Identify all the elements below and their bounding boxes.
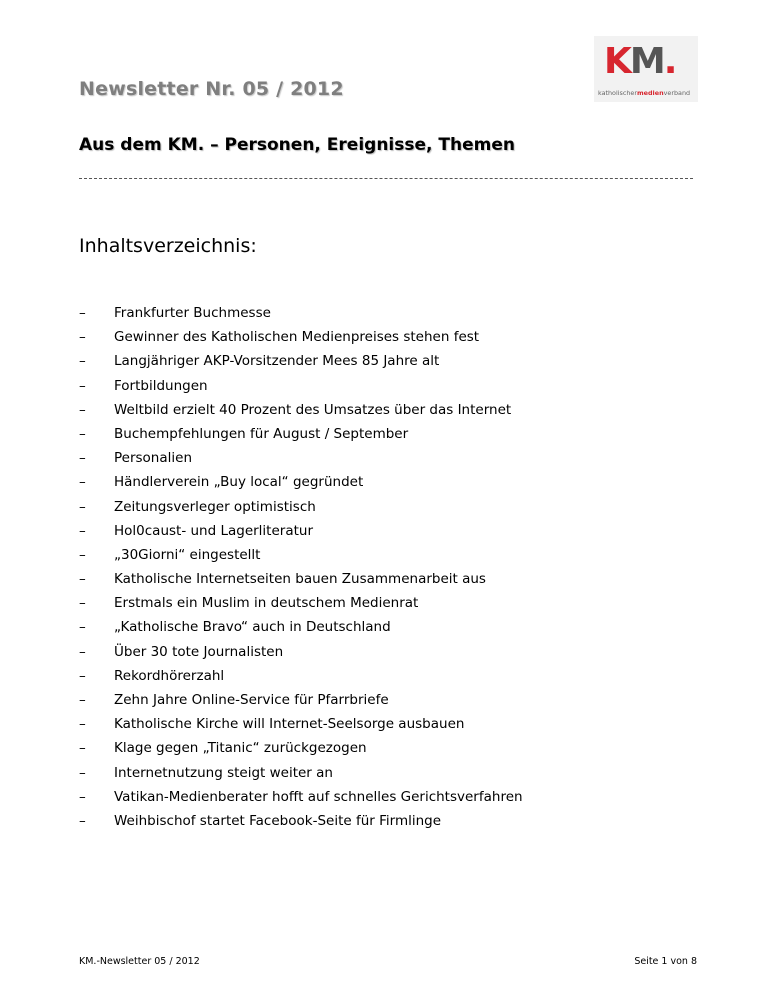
toc-item-label: „30Giorni“ eingestellt	[114, 546, 261, 563]
logo-sub-highlight: medien	[636, 89, 664, 97]
toc-bullet: –	[79, 377, 86, 394]
toc-bullet: –	[79, 571, 86, 588]
toc-item-label: Rekordhörerzahl	[114, 667, 225, 684]
toc-item-label: Vatikan-Medienberater hofft auf schnelles Gerichtsverfahren	[114, 788, 523, 805]
toc-item-label: Katholische Internetseiten bauen Zusammenarbeit aus	[114, 571, 486, 588]
toc-bullet: –	[79, 740, 86, 757]
newsletter-title: Newsletter Nr. 05 / 2012	[79, 78, 344, 100]
toc-bullet: –	[79, 401, 86, 418]
toc-item-label: Händlerverein „Buy local“ gegründet	[114, 474, 364, 491]
logo-letter-k: K	[604, 41, 630, 82]
toc-item-label: Erstmals ein Muslim in deutschem Medienrat	[114, 595, 419, 612]
toc-bullet: –	[79, 305, 86, 321]
toc-item-label: Fortbildungen	[114, 377, 208, 394]
toc-bullet: –	[79, 425, 86, 442]
logo-mark	[604, 42, 675, 82]
logo-sub-prefix: katholischer	[598, 89, 637, 97]
logo-subtitle	[598, 89, 690, 97]
toc-bullet: –	[79, 643, 86, 660]
toc-bullet: –	[79, 546, 86, 563]
toc-bullet: –	[79, 667, 86, 684]
toc-heading: Inhaltsverzeichnis:	[79, 235, 257, 257]
dashed-divider	[79, 178, 693, 179]
toc-bullet: –	[79, 788, 86, 805]
toc-bullet: –	[79, 764, 86, 781]
footer-left: KM.-Newsletter 05 / 2012	[79, 956, 200, 967]
logo-letter-m: M	[629, 41, 664, 82]
toc-item-label: „Katholische Bravo“ auch in Deutschland	[114, 619, 391, 636]
toc-bullet: –	[79, 595, 86, 612]
toc-item-label: Personalien	[114, 450, 193, 467]
toc-item-label: Frankfurter Buchmesse	[114, 305, 271, 321]
toc-item-label: Zeitungsverleger optimistisch	[114, 498, 316, 515]
section-title: Aus dem KM. – Personen, Ereignisse, Themen	[79, 135, 515, 155]
toc-item-label: Gewinner des Katholischen Medienpreises stehen fest	[114, 329, 480, 346]
km-logo	[594, 36, 698, 102]
toc-bullet: –	[79, 692, 86, 708]
logo-sub-suffix: verband	[663, 89, 691, 97]
toc-bullet: –	[79, 474, 86, 491]
toc-item-label: Weltbild erzielt 40 Prozent des Umsatzes über das Internet	[114, 401, 512, 418]
toc-bullet: –	[79, 619, 86, 636]
footer-page-number: Seite 1 von 8	[634, 956, 697, 967]
toc-bullet: –	[79, 450, 86, 467]
toc-item-label: Buchempfehlungen für August / September	[114, 425, 409, 442]
toc-item-label: Klage gegen „Titanic“ zurückgezogen	[114, 740, 367, 757]
toc-bullet: –	[79, 812, 86, 829]
toc-item-label: Weihbischof startet Facebook-Seite für Firmlinge	[114, 812, 442, 829]
toc-item-label: Internetnutzung steigt weiter an	[114, 764, 333, 781]
toc-item-label: Hol0caust- und Lagerliteratur	[114, 522, 314, 539]
toc-bullet: –	[79, 329, 86, 346]
toc-bullet: –	[79, 716, 86, 733]
toc-bullet: –	[79, 353, 86, 370]
toc-bullet: –	[79, 522, 86, 539]
toc-item-label: Über 30 tote Journalisten	[114, 643, 284, 660]
toc-item-label: Langjähriger AKP-Vorsitzender Mees 85 Jahre alt	[114, 353, 440, 370]
logo-dot: .	[663, 41, 676, 82]
toc-item-label: Zehn Jahre Online-Service für Pfarrbriefe	[114, 692, 389, 708]
toc-bullet: –	[79, 498, 86, 515]
toc-item-label: Katholische Kirche will Internet-Seelsorge ausbauen	[114, 716, 465, 733]
